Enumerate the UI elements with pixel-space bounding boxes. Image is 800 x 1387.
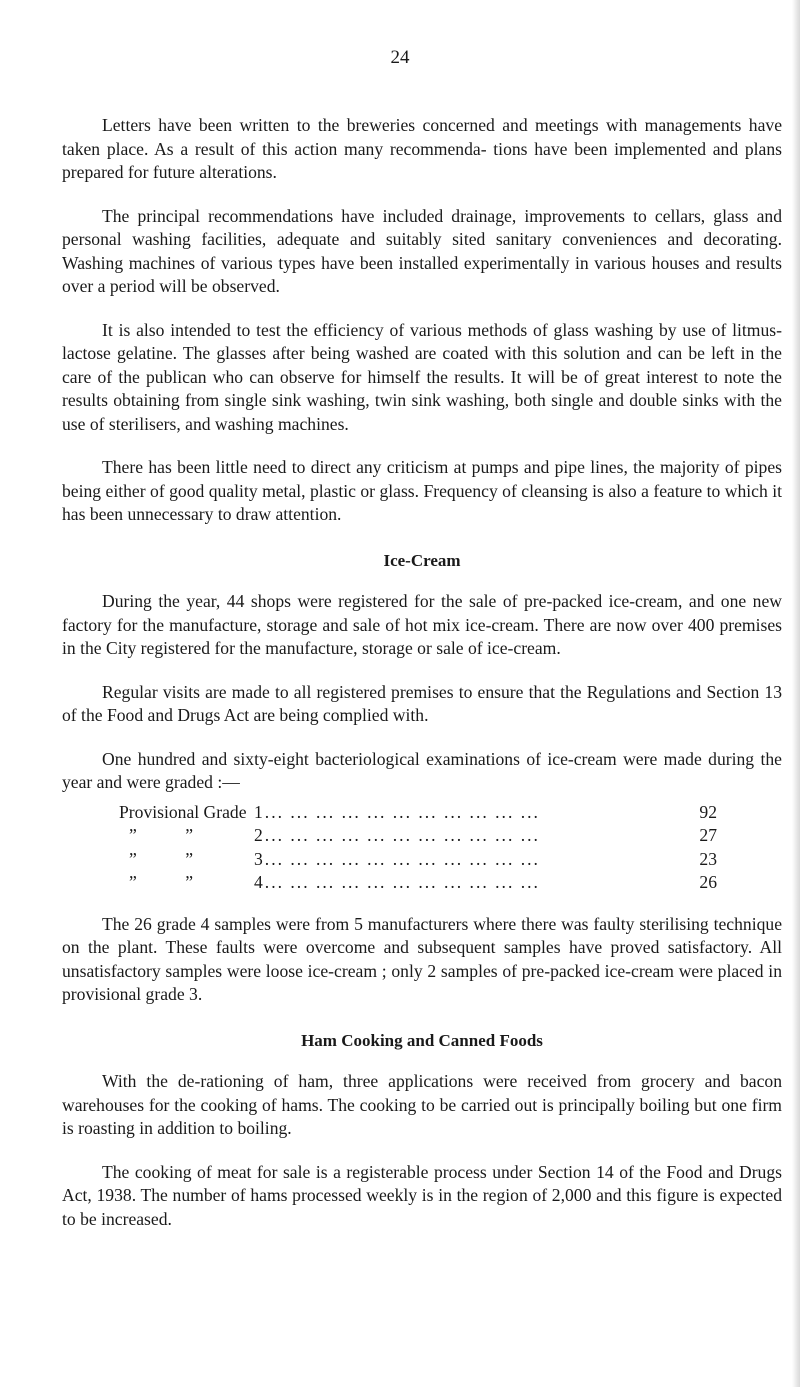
paragraph-registerable-process: The cooking of meat for sale is a registerable process under Section 14 of the Food and Drugs Act, 1938. The number of hams processed weekly is in the region of 2,000 and this figure is expected to be increased. — [62, 1161, 782, 1229]
grade-count: 23 — [699, 848, 717, 869]
paragraph-recommendations: The principal recommendations have included drainage, improvements to cellars, glass and personal washing facilities, adequate and suitably sited sanitary conveniences and decorating. Washing machines of various types have been installed experimentally in various houses and results over a period will be observed. — [62, 205, 782, 296]
grade-row — [119, 871, 717, 895]
grade-number: 1 — [254, 801, 263, 822]
grade-row — [119, 824, 717, 848]
grade-table — [119, 801, 717, 895]
grade-prefix: ” ” — [129, 825, 194, 845]
grade-number: 3 — [254, 848, 263, 869]
leader-dots: ... ... ... ... ... ... ... ... ... ... ... — [264, 872, 540, 892]
leader-dots: ... ... ... ... ... ... ... ... ... ... ... — [264, 825, 540, 845]
grade-prefix: ” ” — [129, 872, 194, 892]
page-number: 24 — [390, 47, 410, 68]
grade-count: 26 — [699, 872, 717, 892]
grade-count: 92 — [699, 801, 717, 822]
heading-ham-cooking: Ham Cooking and Canned Foods — [301, 1030, 543, 1050]
paragraph-de-rationing: With the de-rationing of ham, three applications were received from grocery and bacon warehouses for the cooking of hams. The cooking to be carried out is principally boiling but one firm is roasting in addition to boiling. — [62, 1071, 782, 1138]
paragraph-regular-visits: Regular visits are made to all registered premises to ensure that the Regulations and Section 13 of the Food and Drugs Act are being complied with. — [62, 681, 782, 725]
body-text — [62, 114, 782, 1251]
grade-prefix: Provisional Grade — [119, 801, 247, 822]
paragraph-ice-cream-shops: During the year, 44 shops were registered for the sale of pre-packed ice-cream, and one new factory for the manufacture, storage and sale of hot mix ice-cream. There are now over 400 premises in the City registered for the manufacture, storage or sale of ice-cream. — [62, 591, 782, 658]
paragraph-pumps: There has been little need to direct any criticism at pumps and pipe lines, the majority of pipes being either of good quality metal, plastic or glass. Frequency of cleansing is also a feature to which it has been unnecessary to draw attention. — [62, 457, 782, 524]
grade-row — [119, 801, 717, 825]
leader-dots: ... ... ... ... ... ... ... ... ... ... ... — [264, 801, 540, 822]
leader-dots: ... ... ... ... ... ... ... ... ... ... ... — [264, 848, 540, 869]
paragraph-grade-4-samples: The 26 grade 4 samples were from 5 manufacturers where there was faulty sterilising technique on the plant. These faults were overcome and subsequent samples have proved satisfactory. All unsatisfactory samples were loose ice-cream ; only 2 samples of pre-packed ice-cream were placed in provisional grade 3. — [62, 913, 782, 1004]
grade-row — [119, 848, 717, 872]
paragraph-examinations: One hundred and sixty-eight bacteriological examinations of ice-cream were made during the year and were graded :— — [62, 748, 782, 792]
grade-number: 2 — [254, 825, 263, 845]
grade-number: 4 — [254, 872, 263, 892]
grade-count: 27 — [699, 825, 717, 845]
grade-prefix: ” ” — [129, 848, 194, 869]
page-edge-shadow — [792, 0, 800, 1387]
paragraph-breweries: Letters have been written to the breweries concerned and meetings with managements have taken place. As a result of this action many recommenda- tions have been implemented and plans prepared for future alterations. — [62, 115, 782, 182]
paragraph-glass-washing: It is also intended to test the efficiency of various methods of glass washing by use of litmus-lactose gelatine. The glasses after being washed are coated with this solution and can be left in the care of the publican who can observe for himself the results. It will be of great interest to note the results obtaining from single sink washing, twin sink washing, both single and double sinks with the use of sterilisers, and washing machines. — [62, 319, 782, 434]
heading-ice-cream: Ice-Cream — [383, 550, 461, 570]
